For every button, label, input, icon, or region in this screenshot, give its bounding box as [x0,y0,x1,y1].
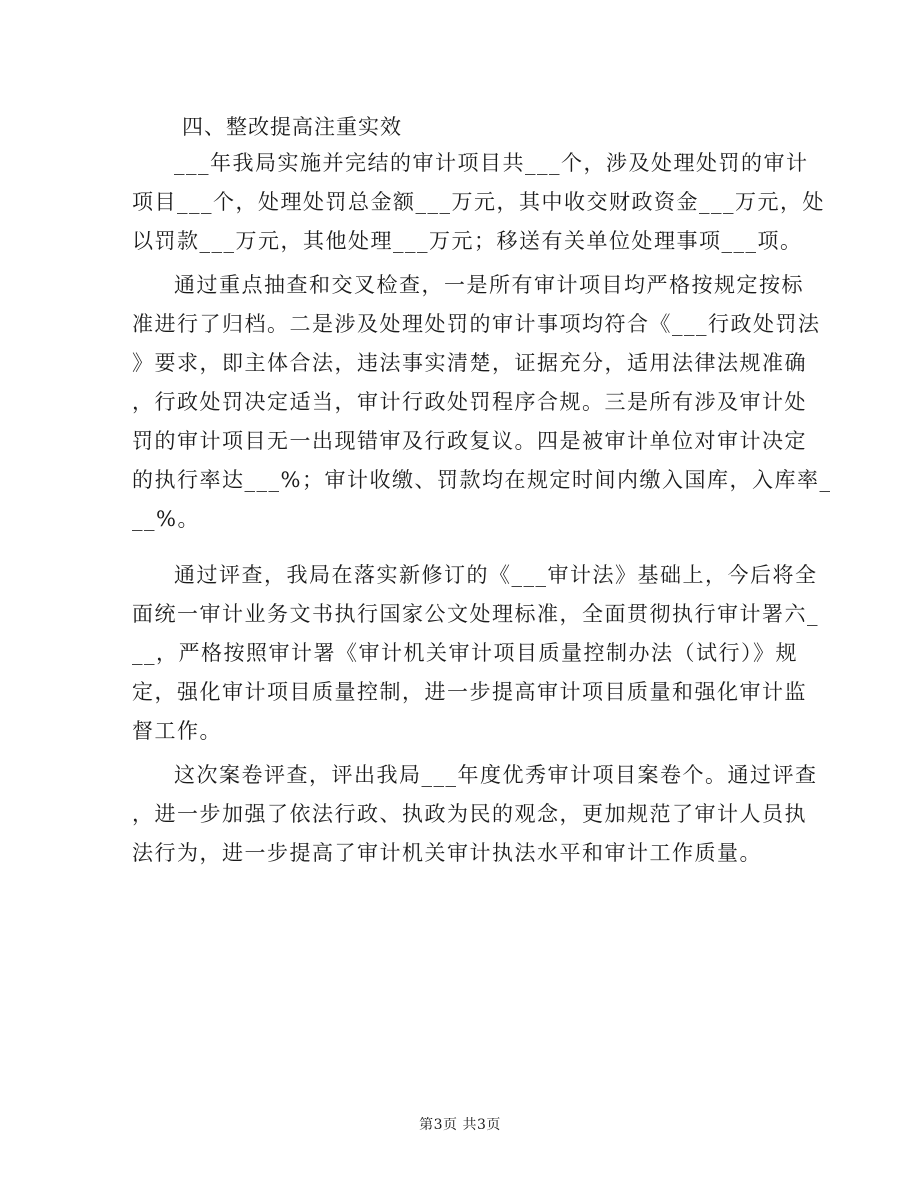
paragraph-line: 法行为，进一步提高了审计机关审计执法水平和审计工作质量。 [132,841,762,865]
page-number-footer: 第3页 共3页 [419,1117,501,1133]
paragraph-line: 的执行率达___%；审计收缴、罚款均在规定时间内缴入国库，入库率_ [132,468,832,492]
paragraph-line: 这次案卷评查，评出我局___年度优秀审计项目案卷个。通过评查 [174,763,818,787]
section-heading: 四、整改提高注重实效 [182,115,402,139]
paragraph-line: __%。 [132,507,200,531]
paragraph-line: ___年我局实施并完结的审计项目共___个，涉及处理处罚的审计 [174,151,809,175]
paragraph-3 [132,556,819,751]
paragraph-line: 通过评查，我局在落实新修订的《___审计法》基础上，今后将全 [174,563,818,587]
paragraph-line: 准进行了归档。二是涉及处理处罚的审计事项均符合《___行政处罚法 [132,312,821,336]
paragraph-line: 督工作。 [132,719,222,743]
paragraph-line: 面统一审计业务文书执行国家公文处理标准，全面贯彻执行审计署六_ [132,602,819,626]
paragraph-line: 》要求，即主体合法，违法事实清楚，证据充分，适用法律法规准确 [132,351,807,375]
paragraph-2 [132,266,832,539]
paragraph-line: 通过重点抽查和交叉检查，一是所有审计项目均严格按规定按标 [174,273,804,297]
paragraph-line: 罚的审计项目无一出现错审及行政复议。四是被审计单位对审计决定 [132,429,807,453]
paragraph-line: 定，强化审计项目质量控制，进一步提高审计项目质量和强化审计监 [132,680,807,704]
paragraph-line: ，行政处罚决定适当，审计行政处罚程序合规。三是所有涉及审计处 [132,390,807,414]
paragraph-line: 以罚款___万元，其他处理___万元；移送有关单位处理事项___项。 [132,229,803,253]
paragraph-line: ，进一步加强了依法行政、执政为民的观念，更加规范了审计人员执 [132,802,807,826]
paragraph-1 [132,144,825,261]
paragraph-line: __，严格按照审计署《审计机关审计项目质量控制办法（试行）》规 [132,641,798,665]
paragraph-4 [132,756,818,873]
paragraph-line: 项目___个，处理处罚总金额___万元，其中收交财政资金___万元，处 [132,190,825,214]
